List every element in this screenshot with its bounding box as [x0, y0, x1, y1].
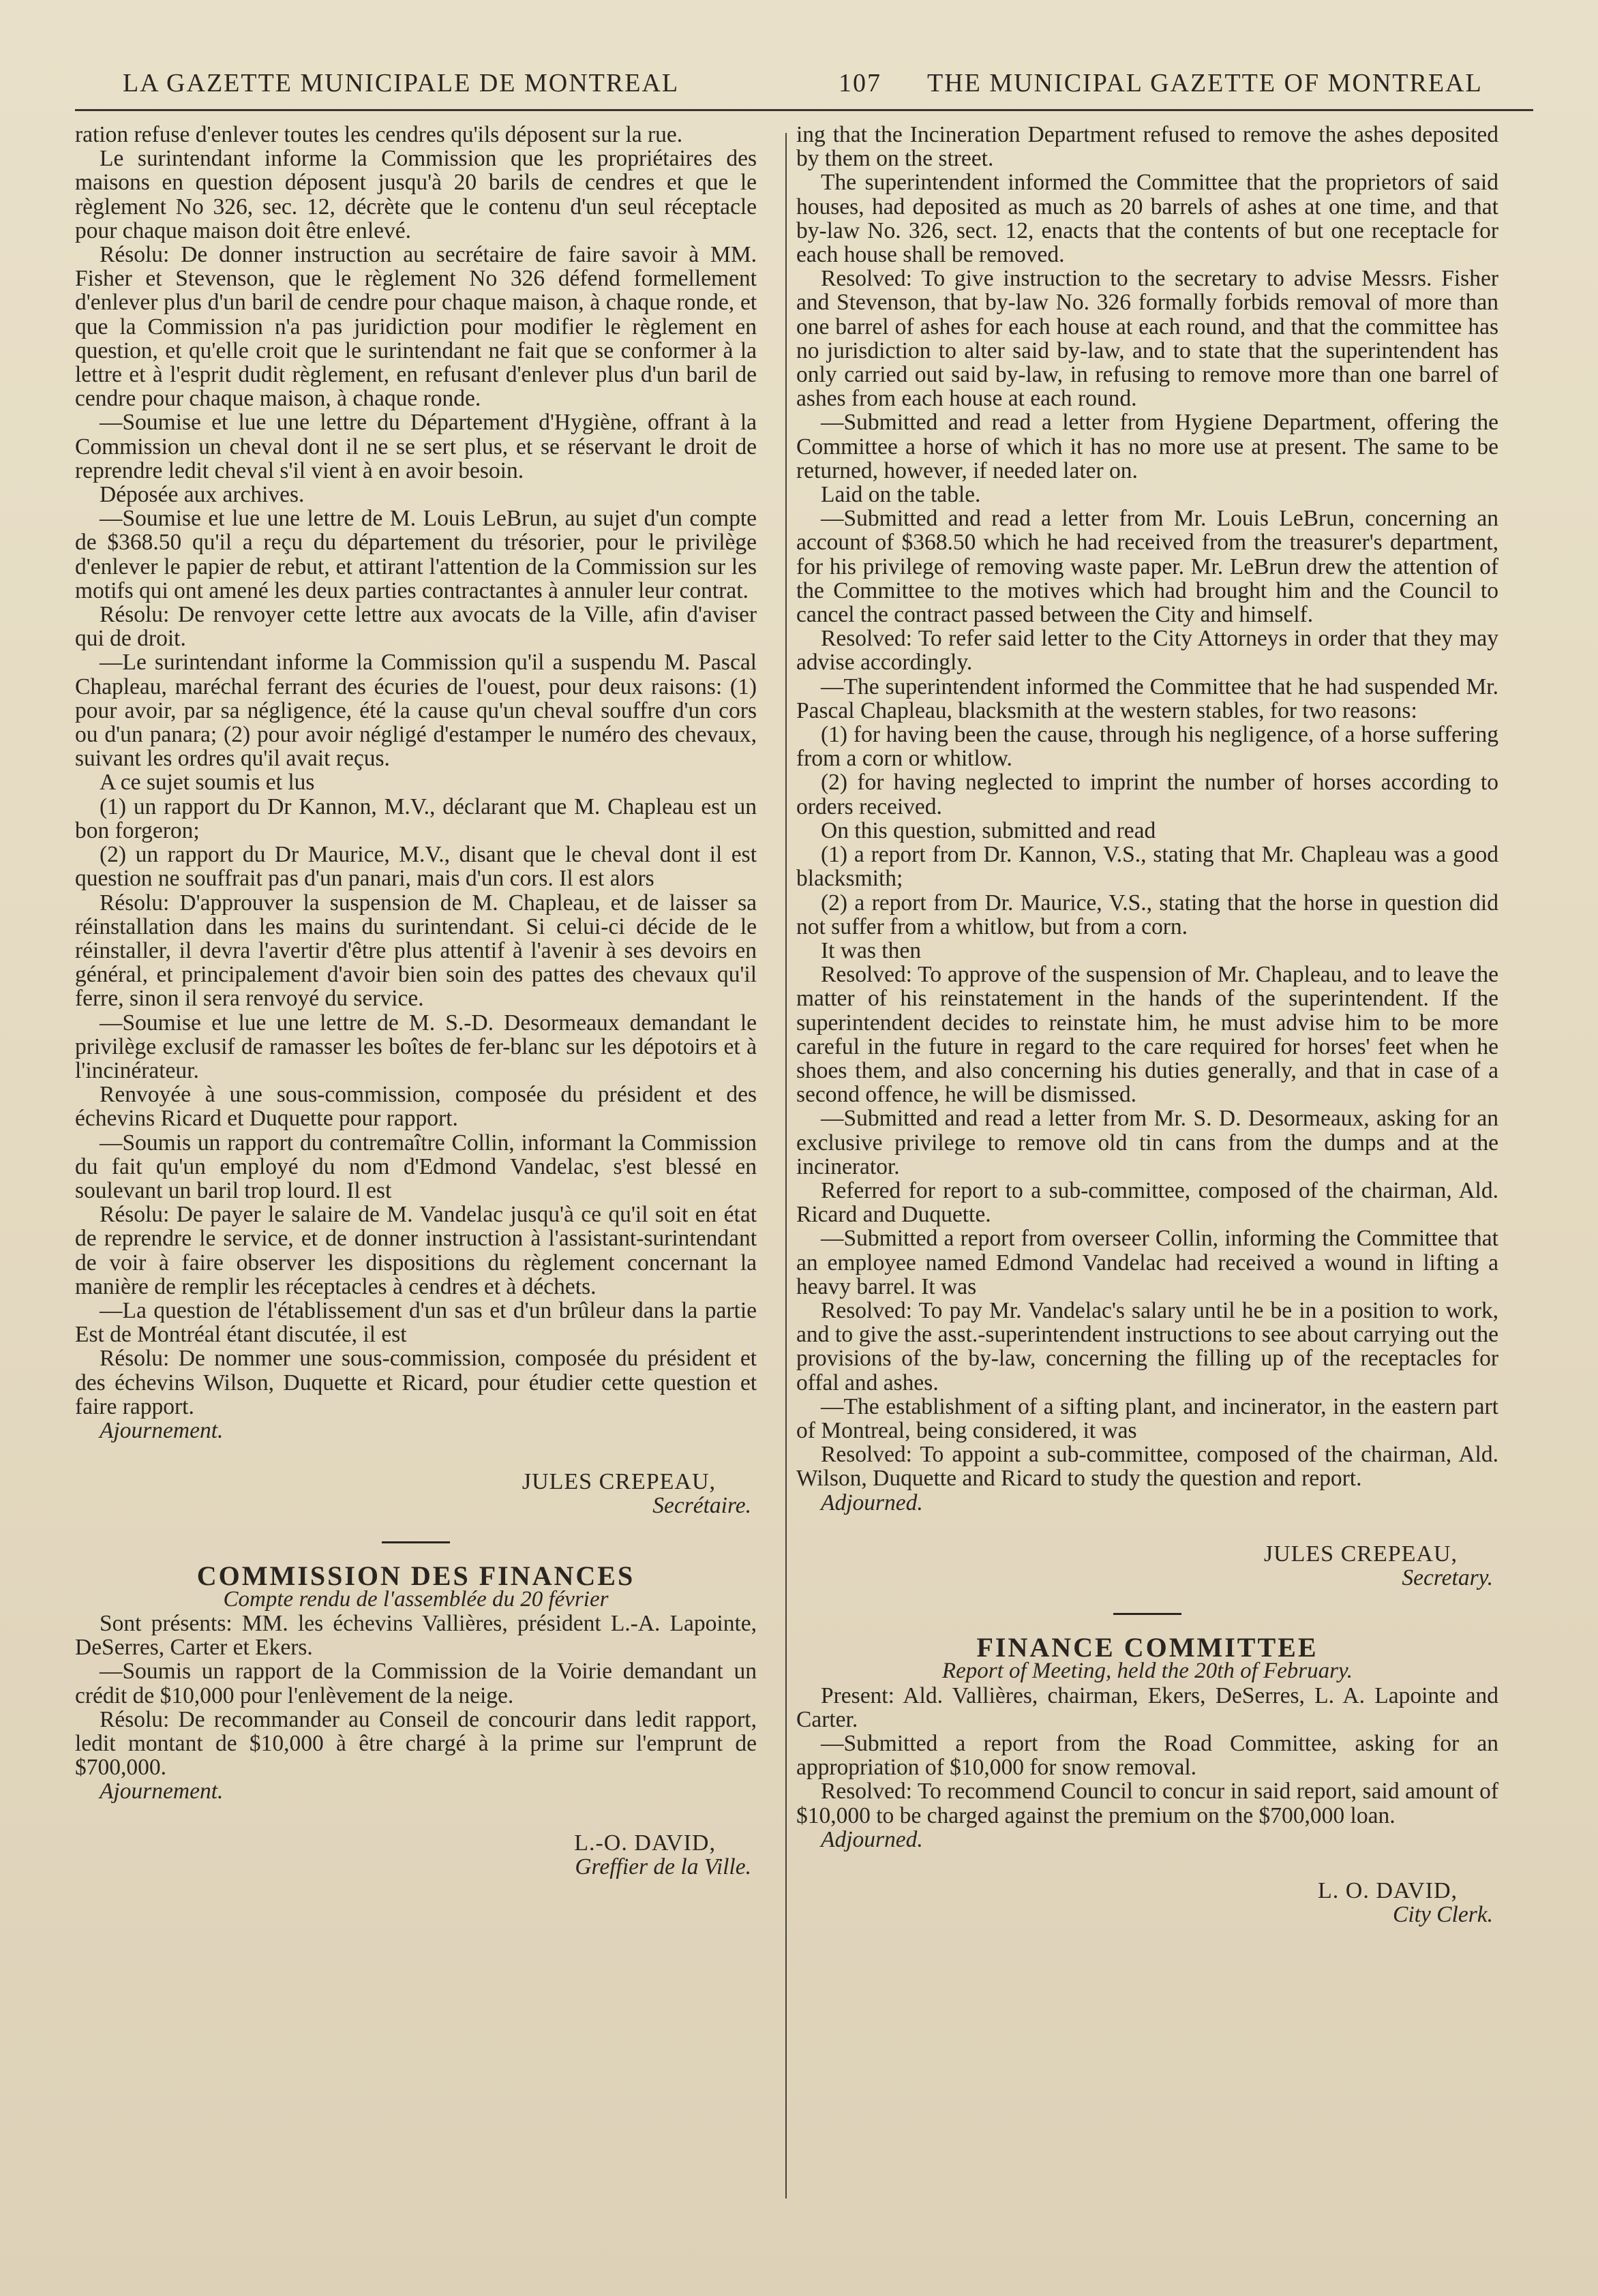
en-paragraph: (2) a report from Dr. Maurice, V.S., stating that the horse in question did not suffer from a whitlow, but from a corn.	[796, 890, 1498, 939]
page-number: 107	[839, 69, 881, 97]
en-paragraph: Resolved: To approve of the suspension of Mr. Chapleau, and to leave the matter of his reinstatement in the hands of the superintendent. If the superintendent decides to reinstate him, he must advise him to be more careful in the future in regard to the care required for horses' feet when he shoes them, and also concerning his duties generally, and that in case of a second offence, he will be dismissed.	[796, 962, 1498, 1108]
en-finance-subtitle: Report of Meeting, held the 20th of February.	[941, 1659, 1353, 1684]
en-finance-adjournment: Adjourned.	[821, 1826, 923, 1852]
en-finance-title: FINANCE COMMITTEE	[976, 1632, 1318, 1663]
en-paragraph: Resolved: To refer said letter to the City Attorneys in order that they may advise accordingly.	[796, 626, 1498, 676]
en-paragraph: —The superintendent informed the Committee that he had suspended Mr. Pascal Chapleau, blacksmith at the western stables, for two reasons:	[796, 674, 1498, 723]
en-finance-paragraph: Resolved: To recommend Council to concur in said report, said amount of $10,000 to be charged against the premium on the $700,000 loan.	[796, 1779, 1498, 1828]
en-paragraph: (1) for having been the cause, through his negligence, of a horse suffering from a corn or whitlow.	[796, 722, 1498, 772]
fr-paragraph: Résolu: De renvoyer cette lettre aux avocats de la Ville, afin d'aviser qui de droit.	[75, 602, 757, 652]
fr-signature-name: JULES CREPEAU,	[522, 1469, 716, 1495]
fr-paragraph: —Soumise et lue une lettre de M. Louis LeBrun, au sujet d'un compte de $368.50 qu'il a reçu du département du trésorier, pour le privilège d'enlever le papier de rebut, et attirant l'attention de la Commission sur les motifs qui ont amené les deux parties contractantes à annuler leur contrat.	[75, 506, 757, 603]
en-paragraph: Resolved: To give instruction to the secretary to advise Messrs. Fisher and Stevenson, that by-law No. 326 formally forbids removal of more than one barrel of ashes for each house at each round, and that the committee has no jurisdiction to alter said by-law, and to state that the superintendent has only carried out said by-law, in refusing to remove more than one barrel of ashes from each house at each round.	[796, 266, 1498, 412]
en-adjournment: Adjourned.	[821, 1490, 923, 1515]
fr-paragraph: ration refuse d'enlever toutes les cendres qu'ils déposent sur la rue.	[75, 122, 683, 147]
english-column	[796, 123, 1498, 1927]
en-paragraph: Laid on the table.	[821, 482, 981, 508]
en-paragraph: It was then	[821, 937, 921, 963]
en-paragraph: The superintendent informed the Committee that the proprietors of said houses, had deposited as much as 20 barrels of ashes at one time, and that by-law No. 326, sect. 12, enacts that the contents of but one receptacle for each house shall be removed.	[796, 170, 1498, 268]
fr-finance-signature-name: L.-O. DAVID,	[574, 1830, 716, 1856]
fr-finance-adjournment: Ajournement.	[100, 1779, 224, 1804]
fr-paragraph: —Soumise et lue une lettre de M. S.-D. Desormeaux demandant le privilège exclusif de ramasser les boîtes de fer-blanc sur les dépotoirs et à l'incinérateur.	[75, 1010, 757, 1083]
header-english-title: THE MUNICIPAL GAZETTE OF MONTREAL	[927, 69, 1483, 97]
en-paragraph: —Submitted and read a letter from Hygiene Department, offering the Committee a horse of which it has no more use at present. The same to be returned, however, if needed later on.	[796, 410, 1498, 483]
en-paragraph: —Submitted and read a letter from Mr. Louis LeBrun, concerning an account of $368.50 which he had received from the treasurer's department, for his privilege of removing waste paper. Mr. LeBrun drew the attention of the Committee to the motives which had brought him and the Council to cancel the contract passed between the City and himself.	[796, 506, 1498, 628]
fr-paragraph: Déposée aux archives.	[100, 482, 305, 508]
fr-finance-signature-title: Greffier de la Ville.	[575, 1854, 751, 1879]
section-rule	[382, 1541, 450, 1543]
fr-finance-subtitle: Compte rendu de l'assemblée du 20 février	[223, 1586, 609, 1612]
header-french-title: LA GAZETTE MUNICIPALE DE MONTREAL	[123, 69, 680, 97]
fr-paragraph: Résolu: De payer le salaire de M. Vandelac jusqu'à ce qu'il soit en état de reprendre le service, et de donner instruction à l'assistant-surintendant de voir à faire observer les dispositions du règlement concernant la manière de remplir les réceptacles à cendres et à déchets.	[75, 1202, 757, 1299]
fr-paragraph: (1) un rapport du Dr Kannon, M.V., déclarant que M. Chapleau est un bon forgeron;	[75, 794, 757, 843]
fr-paragraph: Résolu: De donner instruction au secrétaire de faire savoir à MM. Fisher et Stevenson, que le règlement No 326 défend formellement d'enlever plus d'un baril de cendre pour chaque maison, à chaque ronde, et que la Commission n'a pas juridiction pour modifier le règlement en question, et qu'elle croit que le surintendant ne fait que se conformer à la lettre et à l'esprit dudit règlement, en refusant d'enlever plus d'un baril de cendre pour chaque maison, à chaque ronde.	[75, 242, 757, 412]
fr-paragraph: Résolu: D'approuver la suspension de M. Chapleau, et de laisser sa réinstallation dans les mains du surintendant. Si celui-ci décide de le réinstaller, il devra l'avertir d'être plus attentif à l'avenir à ses devoirs en général, et principalement d'avoir bien soin des pattes des chevaux qu'il ferre, sinon il sera renvoyé du service.	[75, 890, 757, 1012]
en-paragraph: (2) for having neglected to imprint the number of horses according to orders received.	[796, 770, 1498, 819]
fr-finance-title: COMMISSION DES FINANCES	[196, 1560, 635, 1591]
en-paragraph: Referred for report to a sub-committee, composed of the chairman, Ald. Ricard and Duquette.	[796, 1177, 1498, 1228]
en-paragraph: —The establishment of a sifting plant, and incinerator, in the eastern part of Montreal, being considered, it was	[796, 1393, 1498, 1443]
fr-finance-paragraph: Résolu: De recommander au Conseil de concourir dans ledit rapport, ledit montant de $10,000 à être chargé à la prime sur l'emprunt de $700,000.	[75, 1706, 757, 1781]
fr-paragraph: (2) un rapport du Dr Maurice, M.V., disant que le cheval dont il est question ne souffrait pas d'un panari, mais d'un cors. Il est alors	[75, 842, 757, 892]
en-signature-name: JULES CREPEAU,	[1263, 1541, 1458, 1567]
en-finance-signature-name: L. O. DAVID,	[1318, 1878, 1458, 1904]
fr-signature-title: Secrétaire.	[652, 1493, 751, 1519]
en-paragraph: Resolved: To appoint a sub-committee, composed of the chairman, Ald. Wilson, Duquette and Ricard to study the question and report.	[796, 1442, 1498, 1492]
fr-paragraph: —Le surintendant informe la Commission qu'il a suspendu M. Pascal Chapleau, maréchal ferrant des écuries de l'ouest, pour deux raisons: (1) pour avoir, par sa négligence, été la cause qu'un cheval souffre d'un cors ou d'un panara; (2) pour avoir négligé d'estamper le numéro des chevaux, suivant les ordres qu'il avait reçus.	[75, 650, 757, 772]
fr-paragraph: —Soumis un rapport du contremaître Collin, informant la Commission du fait qu'un employé du nom d'Edmond Vandelac, s'est blessé en soulevant un baril trop lourd. Il est	[75, 1130, 757, 1203]
en-finance-paragraph: Present: Ald. Vallières, chairman, Ekers, DeSerres, L. A. Lapointe and Carter.	[796, 1682, 1498, 1732]
fr-paragraph: Résolu: De nommer une sous-commission, composée du président et des échevins Wilson, Duquette et Ricard, pour étudier cette question et faire rapport.	[75, 1346, 757, 1419]
header-rule	[75, 109, 1533, 111]
en-paragraph: —Submitted and read a letter from Mr. S. D. Desormeaux, asking for an exclusive privilege to remove old tin cans from the dumps and at the incinerator.	[796, 1106, 1498, 1179]
en-finance-signature-title: City Clerk.	[1392, 1902, 1493, 1928]
fr-finance-paragraph: Sont présents: MM. les échevins Vallières, président L.-A. Lapointe, DeSerres, Carter et Ekers.	[75, 1610, 757, 1661]
en-paragraph: —Submitted a report from overseer Collin, informing the Committee that an employee named Edmond Vandelac had received a wound in lifting a heavy barrel. It was	[796, 1226, 1498, 1299]
fr-finance-paragraph: —Soumis un rapport de la Commission de la Voirie demandant un crédit de $10,000 pour l'enlèvement de la neige.	[75, 1659, 757, 1708]
en-paragraph: On this question, submitted and read	[821, 817, 1156, 843]
page-header	[82, 61, 1523, 109]
fr-paragraph: Le surintendant informe la Commission que les propriétaires des maisons en question déposent jusqu'à 20 barils de cendres et que le règlement No 326, sec. 12, décrète que le contenu d'un seul réceptacle pour chaque maison doit être enlevé.	[75, 146, 757, 243]
en-signature-title: Secretary.	[1402, 1565, 1493, 1590]
french-column	[75, 123, 757, 1879]
fr-paragraph: —Soumise et lue une lettre du Département d'Hygiène, offrant à la Commission un cheval dont il ne se sert plus, et se réservant le droit de reprendre ledit cheval s'il vient à en avoir besoin.	[75, 410, 757, 483]
en-paragraph: (1) a report from Dr. Kannon, V.S., stating that Mr. Chapleau was a good blacksmith;	[796, 842, 1498, 892]
en-paragraph: Resolved: To pay Mr. Vandelac's salary until he be in a position to work, and to give the asst.-superintendent instructions to see about carrying out the provisions of the by-law, concerning the filling up of the receptacles for offal and ashes.	[796, 1297, 1498, 1395]
en-finance-paragraph: —Submitted a report from the Road Committee, asking for an appropriation of $10,000 for snow removal.	[796, 1731, 1498, 1781]
fr-paragraph: Renvoyée à une sous-commission, composée du président et des échevins Ricard et Duquette pour rapport.	[75, 1082, 757, 1132]
column-divider	[785, 133, 787, 2199]
en-paragraph: ing that the Incineration Department refused to remove the ashes deposited by them on the street.	[796, 122, 1498, 172]
section-rule	[1113, 1613, 1181, 1615]
fr-adjournment: Ajournement.	[100, 1417, 224, 1443]
fr-paragraph: A ce sujet soumis et lus	[100, 770, 315, 796]
fr-paragraph: —La question de l'établissement d'un sas et d'un brûleur dans la partie Est de Montréal étant discutée, il est	[75, 1297, 757, 1348]
